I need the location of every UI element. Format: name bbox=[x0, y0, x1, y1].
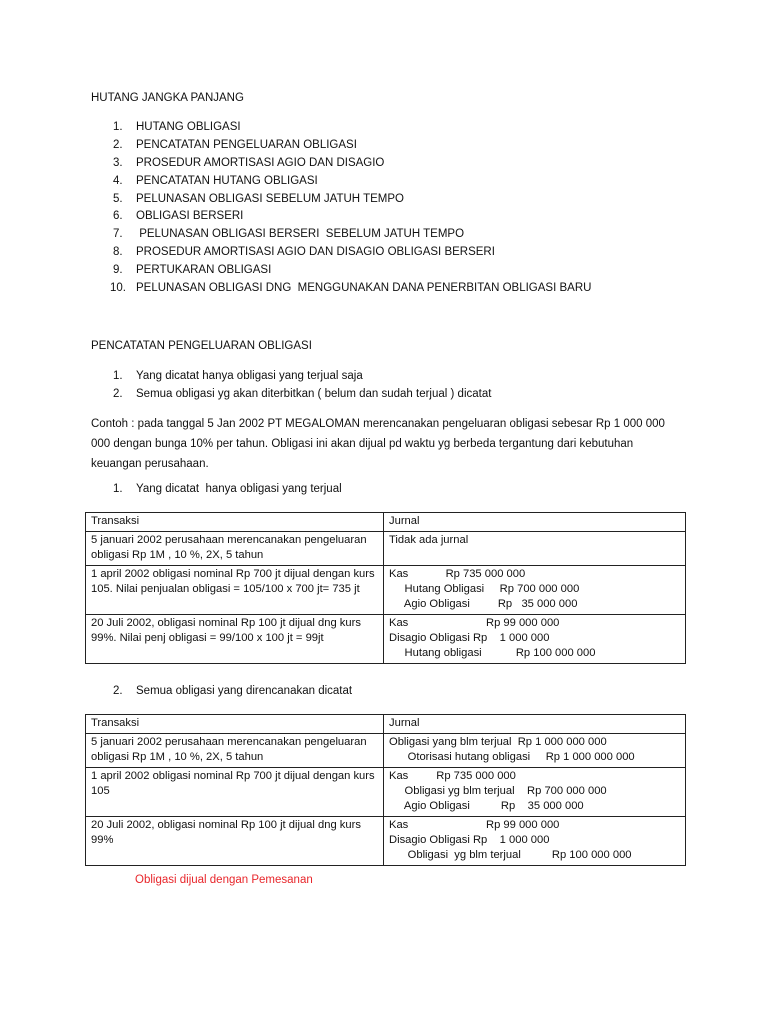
list-item: 5. PELUNASAN OBLIGASI SEBELUM JATUH TEMPO bbox=[113, 192, 404, 205]
list-item: 7. PELUNASAN OBLIGASI BERSERI SEBELUM JATUH TEMPO bbox=[113, 228, 465, 241]
list-item: 2. Semua obligasi yg akan diterbitkan ( belum dan sudah terjual ) dicatat bbox=[113, 387, 492, 400]
journal-line: Hutang obligasi Rp 100 000 000 bbox=[389, 647, 596, 659]
journal-line: Kas Rp 99 000 000 bbox=[389, 819, 560, 831]
section-heading: PENCATATAN PENGELUARAN OBLIGASI bbox=[91, 340, 312, 352]
list-item: 4. PENCATATAN HUTANG OBLIGASI bbox=[113, 174, 318, 187]
journal-line: Agio Obligasi Rp 35 000 000 bbox=[389, 800, 584, 812]
list-item: 1. HUTANG OBLIGASI bbox=[113, 121, 241, 133]
table-header-row bbox=[86, 715, 686, 734]
journal-cell bbox=[384, 566, 686, 615]
journal-line: Tidak ada jurnal bbox=[389, 534, 469, 546]
table-row bbox=[86, 817, 686, 866]
column-header: Transaksi bbox=[86, 513, 384, 532]
journal-line: Disagio Obligasi Rp 1 000 000 bbox=[389, 834, 550, 846]
page-title: HUTANG JANGKA PANJANG bbox=[91, 92, 244, 104]
transaction-cell: 20 Juli 2002, obligasi nominal Rp 100 jt dijual dng kurs 99%. Nilai penj obligasi = 99/100 x 100 jt = 99jt bbox=[86, 615, 384, 664]
transaction-cell: 1 april 2002 obligasi nominal Rp 700 jt dijual dengan kurs 105 bbox=[86, 768, 384, 817]
list-item: 2. PENCATATAN PENGELUARAN OBLIGASI bbox=[113, 138, 357, 151]
table-row bbox=[86, 768, 686, 817]
list-item: 1. Yang dicatat hanya obligasi yang terjual saja bbox=[113, 370, 363, 382]
journal-line: Hutang Obligasi Rp 700 000 000 bbox=[389, 583, 580, 595]
journal-cell bbox=[384, 532, 686, 566]
journal-line: Obligasi yang blm terjual Rp 1 000 000 000 bbox=[389, 736, 607, 748]
journal-line: Kas Rp 99 000 000 bbox=[389, 617, 560, 629]
column-header: Jurnal bbox=[384, 513, 686, 532]
journal-cell bbox=[384, 734, 686, 768]
method1-heading bbox=[91, 481, 691, 499]
list-item: 3. PROSEDUR AMORTISASI AGIO DAN DISAGIO bbox=[113, 156, 385, 169]
journal-line: Agio Obligasi Rp 35 000 000 bbox=[389, 598, 578, 610]
journal-line: Disagio Obligasi Rp 1 000 000 bbox=[389, 632, 550, 644]
list-item: 6. OBLIGASI BERSERI bbox=[113, 210, 244, 223]
journal-table-2 bbox=[85, 714, 686, 866]
table-row bbox=[86, 566, 686, 615]
journal-line: Obligasi yg blm terjual Rp 700 000 000 bbox=[389, 785, 607, 797]
list-item: 9. PERTUKARAN OBLIGASI bbox=[113, 264, 272, 277]
journal-cell bbox=[384, 817, 686, 866]
transaction-cell: 5 januari 2002 perusahaan merencanakan pengeluaran obligasi Rp 1M , 10 %, 2X, 5 tahun bbox=[86, 532, 384, 566]
topics-list bbox=[91, 119, 691, 298]
methods-list bbox=[91, 368, 691, 404]
journal-line: Otorisasi hutang obligasi Rp 1 000 000 000 bbox=[389, 751, 635, 763]
transaction-cell: 20 Juli 2002, obligasi nominal Rp 100 jt dijual dng kurs 99% bbox=[86, 817, 384, 866]
journal-table-1 bbox=[85, 512, 686, 664]
journal-line: Kas Rp 735 000 000 bbox=[389, 770, 516, 782]
transaction-cell: 5 januari 2002 perusahaan merencanakan pengeluaran obligasi Rp 1M , 10 %, 2X, 5 tahun bbox=[86, 734, 384, 768]
example-paragraph: Contoh : pada tanggal 5 Jan 2002 PT MEGALOMAN merencanakan pengeluaran obligasi sebesar Rp 1 000 000 000 dengan bunga 10% per tahun. Obligasi ini akan dijual pd waktu yg berbeda tergantung dari kebutuhan keuangan perusahaan. bbox=[91, 418, 665, 470]
table-header-row bbox=[86, 513, 686, 532]
list-item: 2. Semua obligasi yang direncanakan dicatat bbox=[113, 685, 353, 697]
transaction-cell: 1 april 2002 obligasi nominal Rp 700 jt dijual dengan kurs 105. Nilai penjualan obligasi = 105/100 x 700 jt= 735 jt bbox=[86, 566, 384, 615]
journal-cell bbox=[384, 768, 686, 817]
table-row bbox=[86, 532, 686, 566]
journal-cell bbox=[384, 615, 686, 664]
journal-line: Obligasi yg blm terjual Rp 100 000 000 bbox=[389, 849, 632, 861]
subsection-heading-red: Obligasi dijual dengan Pemesanan bbox=[135, 874, 313, 886]
column-header: Transaksi bbox=[86, 715, 384, 734]
column-header: Jurnal bbox=[384, 715, 686, 734]
table-row bbox=[86, 734, 686, 768]
list-item: 8. PROSEDUR AMORTISASI AGIO DAN DISAGIO OBLIGASI BERSERI bbox=[113, 246, 495, 259]
list-item: 10. PELUNASAN OBLIGASI DNG MENGGUNAKAN DANA PENERBITAN OBLIGASI BARU bbox=[110, 282, 592, 295]
journal-line: Kas Rp 735 000 000 bbox=[389, 568, 526, 580]
list-item: 1. Yang dicatat hanya obligasi yang terjual bbox=[113, 483, 342, 495]
method2-heading bbox=[91, 683, 691, 701]
table-row bbox=[86, 615, 686, 664]
